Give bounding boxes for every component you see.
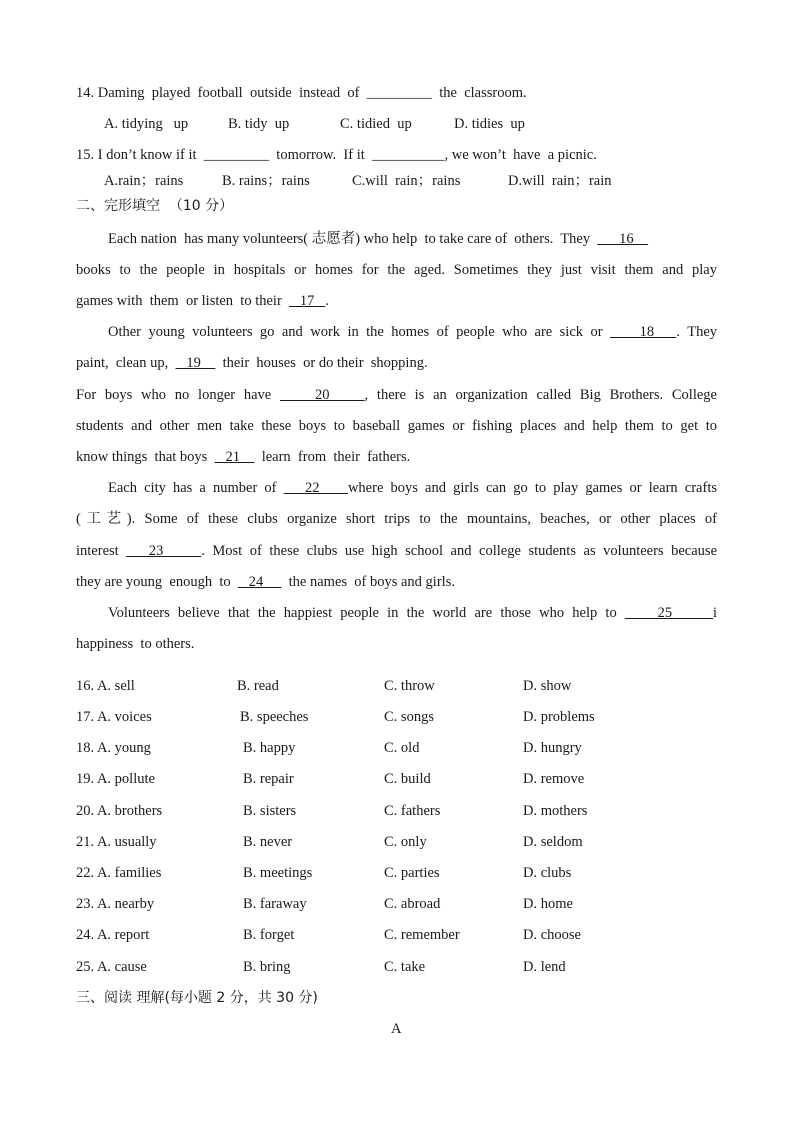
blank-23: 23	[126, 543, 202, 559]
passage-line: Volunteers believe that the happiest people in the world are those who help to 25 i	[108, 605, 718, 621]
q14-stem: 14. Daming played football outside instead of _________ the classroom.	[76, 85, 527, 101]
option-18-a: 18. A. young	[76, 740, 151, 756]
q15-option-a: A.rain；rains	[104, 173, 184, 189]
passage-line: they are young enough to 24 the names of boys and girls.	[76, 574, 455, 590]
blank-18: 18	[609, 324, 677, 340]
option-16-b: B. read	[237, 678, 279, 694]
option-17-c: C. songs	[384, 709, 434, 725]
option-22-c: C. parties	[384, 865, 440, 881]
option-20-c: C. fathers	[384, 803, 441, 819]
q15-option-c: C.will rain；rains	[352, 173, 461, 189]
option-25-c: C. take	[384, 959, 426, 975]
section3-subheading: A	[391, 1021, 402, 1037]
q15-option-d: D.will rain；rain	[508, 173, 612, 189]
option-21-a: 21. A. usually	[76, 834, 157, 850]
blank-17: 17	[289, 293, 326, 309]
option-24-a: 24. A. report	[76, 927, 150, 943]
option-23-b: B. faraway	[243, 896, 307, 912]
option-19-a: 19. A. pollute	[76, 771, 155, 787]
option-24-b: B. forget	[243, 927, 295, 943]
option-24-c: C. remember	[384, 927, 460, 943]
passage-line: happiness to others.	[76, 636, 195, 652]
option-20-b: B. sisters	[243, 803, 297, 819]
blank-21: 21	[214, 449, 255, 465]
option-18-d: D. hungry	[523, 740, 582, 756]
passage-line: paint, clean up, 19 their houses or do their shopping.	[76, 355, 428, 371]
option-19-c: C. build	[384, 771, 431, 787]
option-20-a: 20. A. brothers	[76, 803, 163, 819]
q14-option-a: A. tidying up	[104, 116, 189, 132]
passage-line: Each city has a number of 22 where boys and girls can go to play games or learn crafts	[108, 480, 717, 496]
blank-25: 25	[624, 605, 713, 621]
passage-line: students and other men take these boys to baseball games or fishing places and help them to get to	[76, 418, 717, 434]
option-21-b: B. never	[243, 834, 293, 850]
passage-line: games with them or listen to their 17 .	[76, 293, 329, 309]
passage-line: For boys who no longer have 20 , there is an organization called Big Brothers. College	[76, 387, 717, 403]
option-23-c: C. abroad	[384, 896, 441, 912]
option-20-d: D. mothers	[523, 803, 588, 819]
passage-line: Other young volunteers go and work in the homes of people who are sick or 18 . They	[108, 324, 718, 340]
q15-option-b: B. rains；rains	[222, 173, 310, 189]
option-23-a: 23. A. nearby	[76, 896, 155, 912]
option-17-d: D. problems	[523, 709, 595, 725]
option-25-d: D. lend	[523, 959, 566, 975]
option-22-d: D. clubs	[523, 865, 572, 881]
option-16-c: C. throw	[384, 678, 435, 694]
option-16-d: D. show	[523, 678, 572, 694]
blank-22: 22	[283, 480, 348, 496]
section2-title: 二、完形填空 （10 分）	[76, 198, 234, 214]
option-18-b: B. happy	[243, 740, 296, 756]
option-21-d: D. seldom	[523, 834, 583, 850]
option-17-a: 17. A. voices	[76, 709, 152, 725]
option-23-d: D. home	[523, 896, 573, 912]
option-22-b: B. meetings	[243, 865, 313, 881]
option-16-a: 16. A. sell	[76, 678, 135, 694]
q15-stem: 15. I don’t know if it _________ tomorrow. If it __________, we won’t have a picnic.	[76, 147, 597, 163]
q14-option-b: B. tidy up	[228, 116, 290, 132]
option-21-c: C. only	[384, 834, 427, 850]
option-22-a: 22. A. families	[76, 865, 162, 881]
q14-option-c: C. tidied up	[340, 116, 412, 132]
option-25-a: 25. A. cause	[76, 959, 147, 975]
passage-line: Each nation has many volunteers( 志愿者) who help to take care of others. They 16	[108, 231, 649, 247]
blank-20: 20	[279, 387, 365, 403]
option-18-c: C. old	[384, 740, 420, 756]
passage-line: know things that boys 21 learn from their fathers.	[76, 449, 411, 465]
passage-line: (工艺). Some of these clubs organize short trips to the mountains, beaches, or other places of	[76, 511, 717, 527]
blank-19: 19	[175, 355, 216, 371]
section3-title: 三、阅读 理解(每小题 2 分，共 30 分)	[76, 990, 318, 1006]
option-25-b: B. bring	[243, 959, 291, 975]
option-24-d: D. choose	[523, 927, 581, 943]
blank-24: 24	[237, 574, 282, 590]
q14-option-d: D. tidies up	[454, 116, 525, 132]
blank-16: 16	[597, 231, 649, 247]
option-19-b: B. repair	[243, 771, 294, 787]
option-19-d: D. remove	[523, 771, 585, 787]
passage-line: books to the people in hospitals or homes for the aged. Sometimes they just visit them and play	[76, 262, 717, 278]
passage-line: interest 23 . Most of these clubs use high school and college students as volunteers because	[76, 543, 718, 559]
option-17-b: B. speeches	[240, 709, 309, 725]
